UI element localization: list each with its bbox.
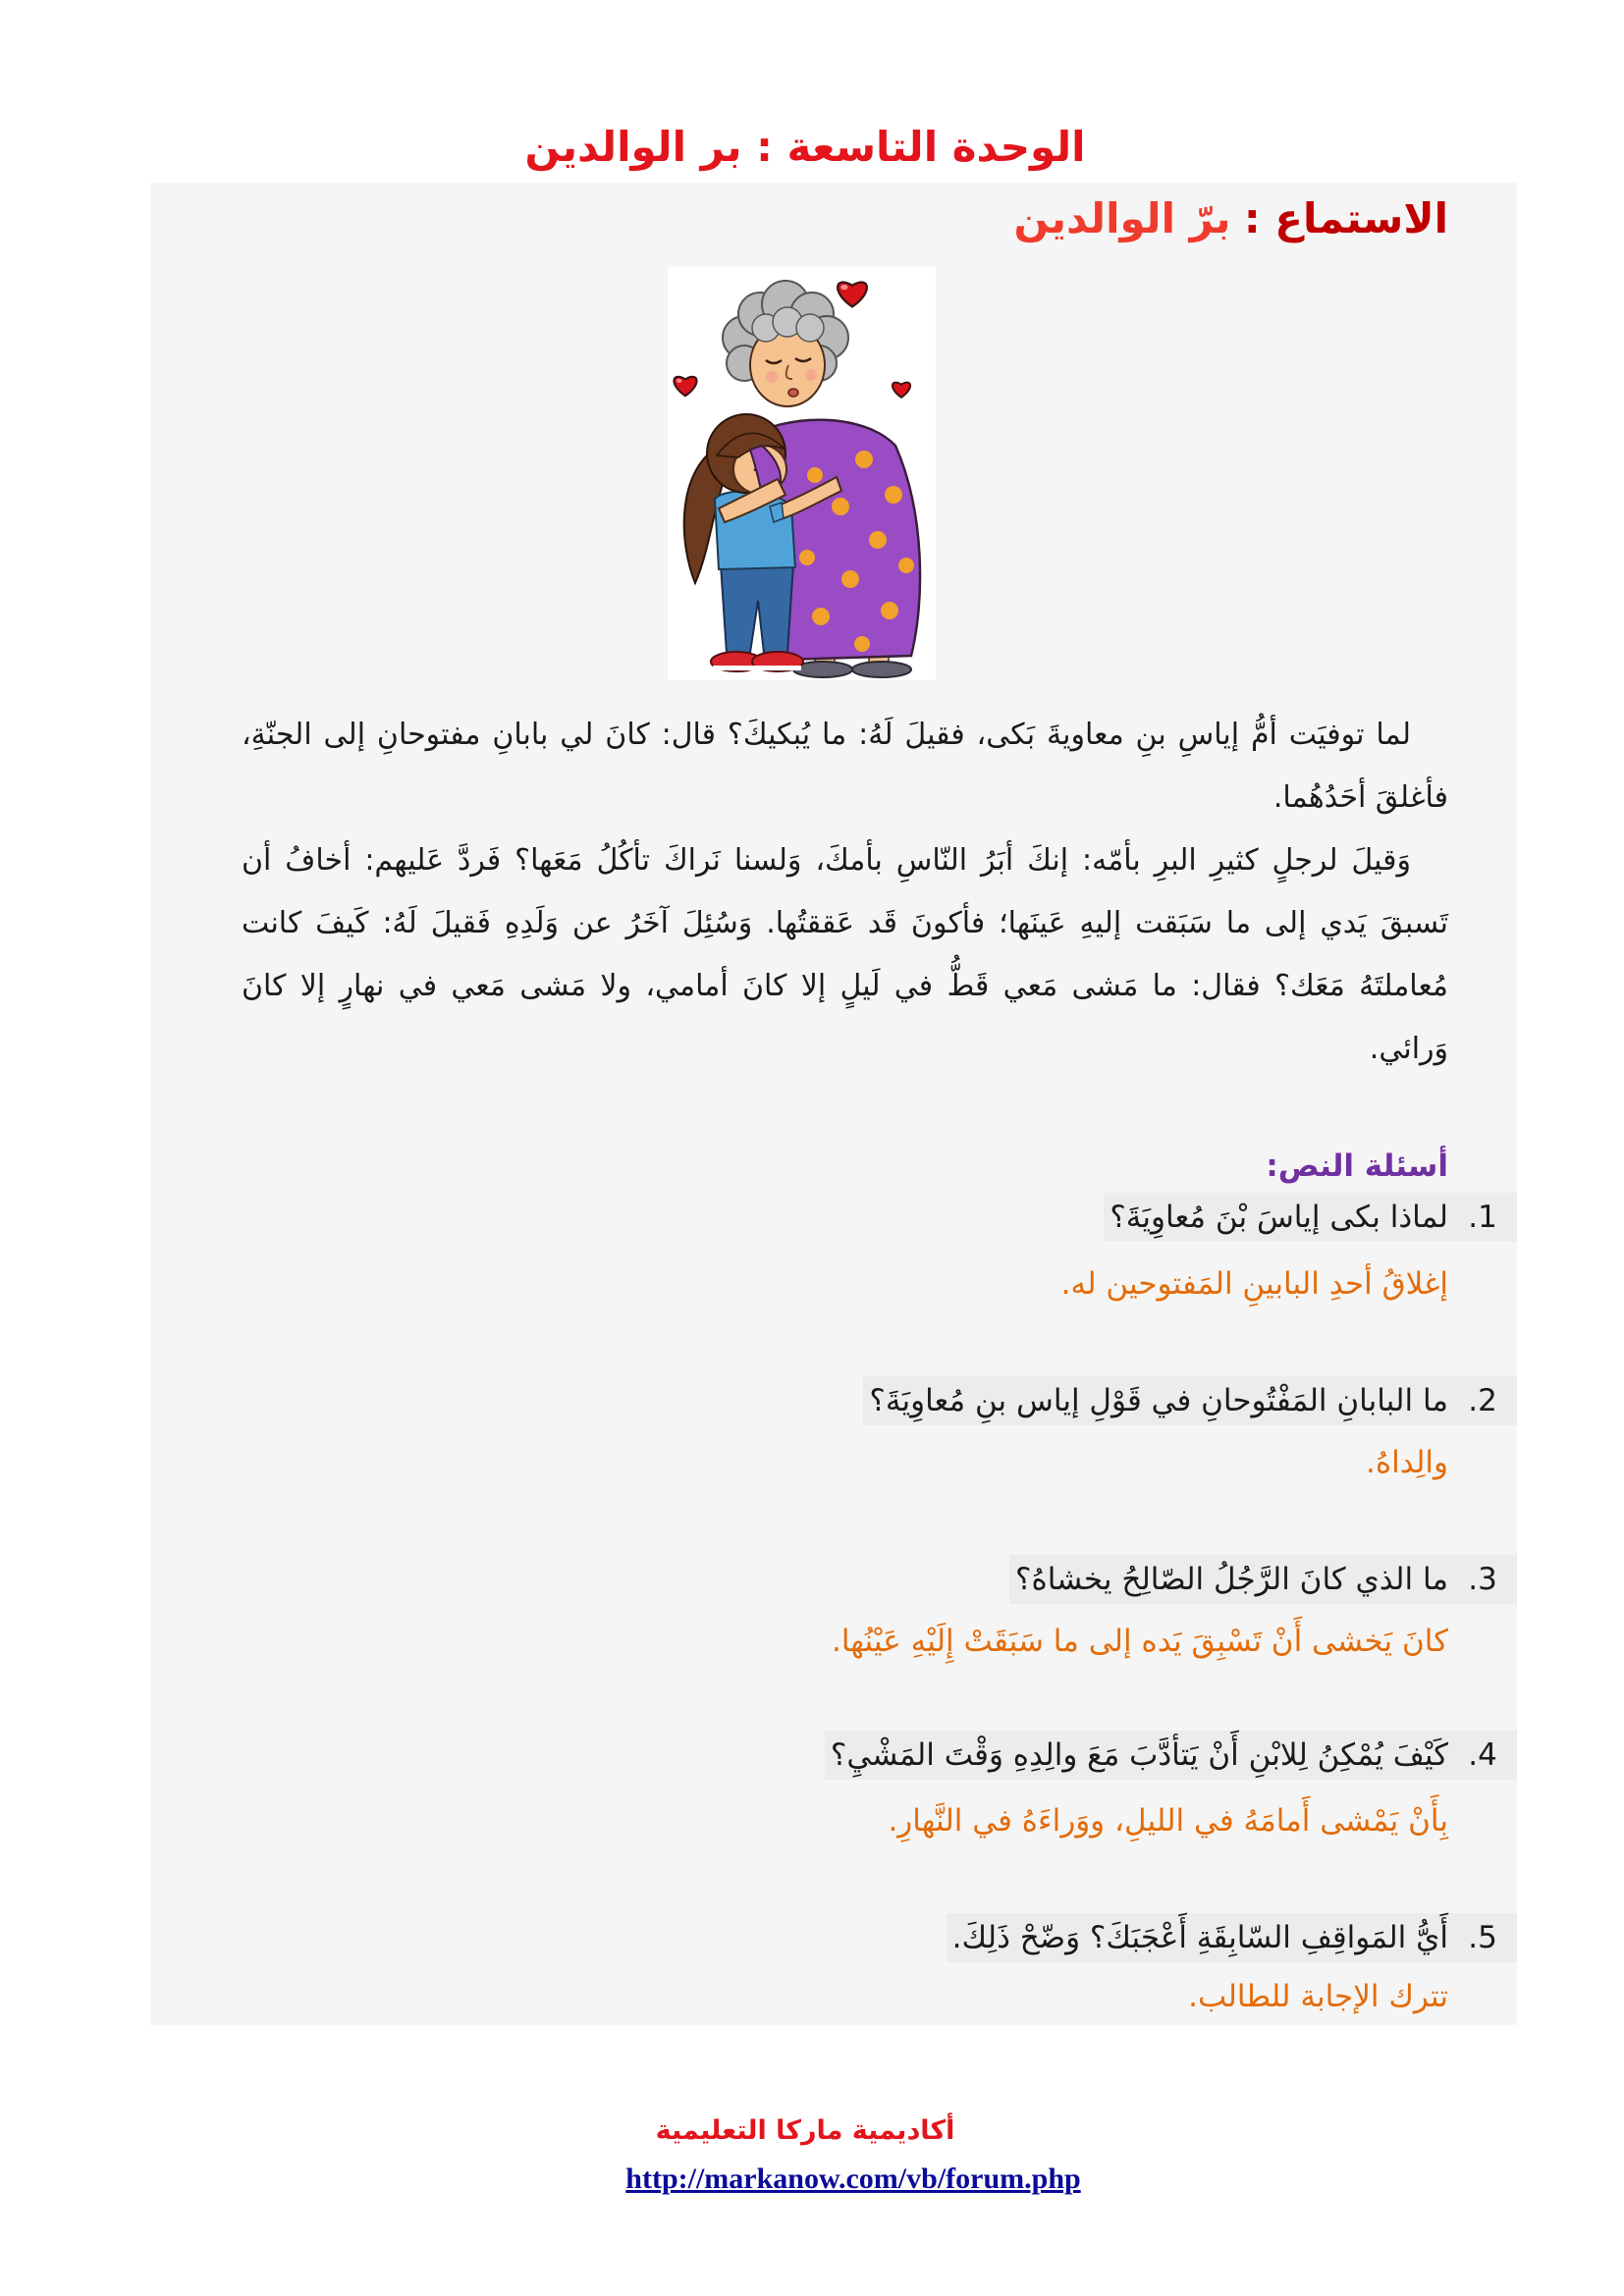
- footer-organization: أكاديمية ماركا التعليمية: [655, 2115, 955, 2146]
- question-number: 5.: [1468, 1920, 1497, 1955]
- question-text: ما البابانِ المَفْتُوحانِ في قَوْلِ إياس بنِ مُعاوِيَةَ؟: [869, 1383, 1448, 1418]
- grandmother-hugging-girl-illustration: [668, 267, 936, 680]
- passage-paragraph: وَقيلَ لرجلٍ كثيرِ البرِ بأمّه: إنكَ أبَرُ النّاسِ بأمكَ، وَلسنا نَراكَ تأكُلُ مَعَها؟ فَردَّ عَليهم: أخافُ أن تَسبقَ يَدي إلى ما سَبَقت إليهِ عَينَها؛ فأكونَ قَد عَققتُها. وَسُئِلَ آخَرُ عن وَلَدِهِ فَقيلَ لَهُ: كَيفَ كانت مُعاملتَهُ مَعَك؟ فقال: ما مَشى مَعي قَطُّ في لَيلٍ إلا كانَ أمامي، ولا مَشى مَعي في نهارٍ إلا كانَ وَرائي.: [242, 843, 1448, 1066]
- section-heading: [1013, 188, 1448, 249]
- answer-text: كانَ يَخشى أَنْ تَسْبِقَ يَده إلى ما سَبَقَتْ إِلَيْهِ عَيْنُها.: [831, 1624, 1448, 1659]
- question-text: كَيْفَ يُمْكِنُ لِلابْنِ أَنْ يَتأدَّبَ مَعَ والِدِهِ وَقْتَ المَشْيِ؟: [830, 1737, 1448, 1773]
- answer-text: بِأَنْ يَمْشى أَمامَهُ في الليلِ، ووَراءَهُ في النَّهارِ.: [888, 1803, 1448, 1839]
- forum-link[interactable]: http://markanow.com/vb/forum.php: [625, 2163, 1081, 2195]
- answer-text: والِداهُ.: [1365, 1445, 1448, 1480]
- passage-paragraph: لما توفيَت أمُّ إياسِ بنِ معاويةَ بَكى، فقيلَ لَهُ: ما يُبكيكَ؟ قال: كانَ لي بابانِ مفتوحانِ إلى الجنّةِ، فأغلقَ أحَدُهُما.: [242, 718, 1448, 815]
- answer-text: إغلاقُ أحدِ البابينِ المَفتوحين له.: [1060, 1266, 1448, 1302]
- question-text: لماذا بكى إياسَ بْنَ مُعاوِيَةَ؟: [1110, 1200, 1448, 1235]
- question-row: [1104, 1193, 1517, 1242]
- question-number: 2.: [1468, 1383, 1497, 1418]
- listening-passage: [242, 704, 1448, 1081]
- question-row: [1009, 1555, 1517, 1604]
- question-row: [825, 1731, 1517, 1780]
- question-row: [863, 1376, 1517, 1425]
- questions-heading: أسئلة النص:: [1266, 1148, 1448, 1184]
- question-number: 1.: [1468, 1200, 1497, 1235]
- question-text: ما الذي كانَ الرَّجُلُ الصّالِحُ يخشاهُ؟: [1015, 1562, 1448, 1597]
- answer-text: تترك الإجابة للطالب.: [1188, 1979, 1448, 2014]
- question-number: 3.: [1468, 1562, 1497, 1597]
- question-number: 4.: [1468, 1737, 1497, 1773]
- question-text: أَيُّ المَواقِفِ السّابِقَةِ أَعْجَبَكَ؟ وَضّحْ ذَلِكَ.: [951, 1920, 1448, 1955]
- footer-link-container: [589, 2160, 1117, 2199]
- page-title: الوحدة التاسعة : بر الوالدين: [524, 123, 1086, 171]
- question-row: [947, 1913, 1517, 1962]
- section-label: الاستماع :: [1243, 194, 1448, 242]
- section-topic: برّ الوالدين: [1013, 194, 1231, 242]
